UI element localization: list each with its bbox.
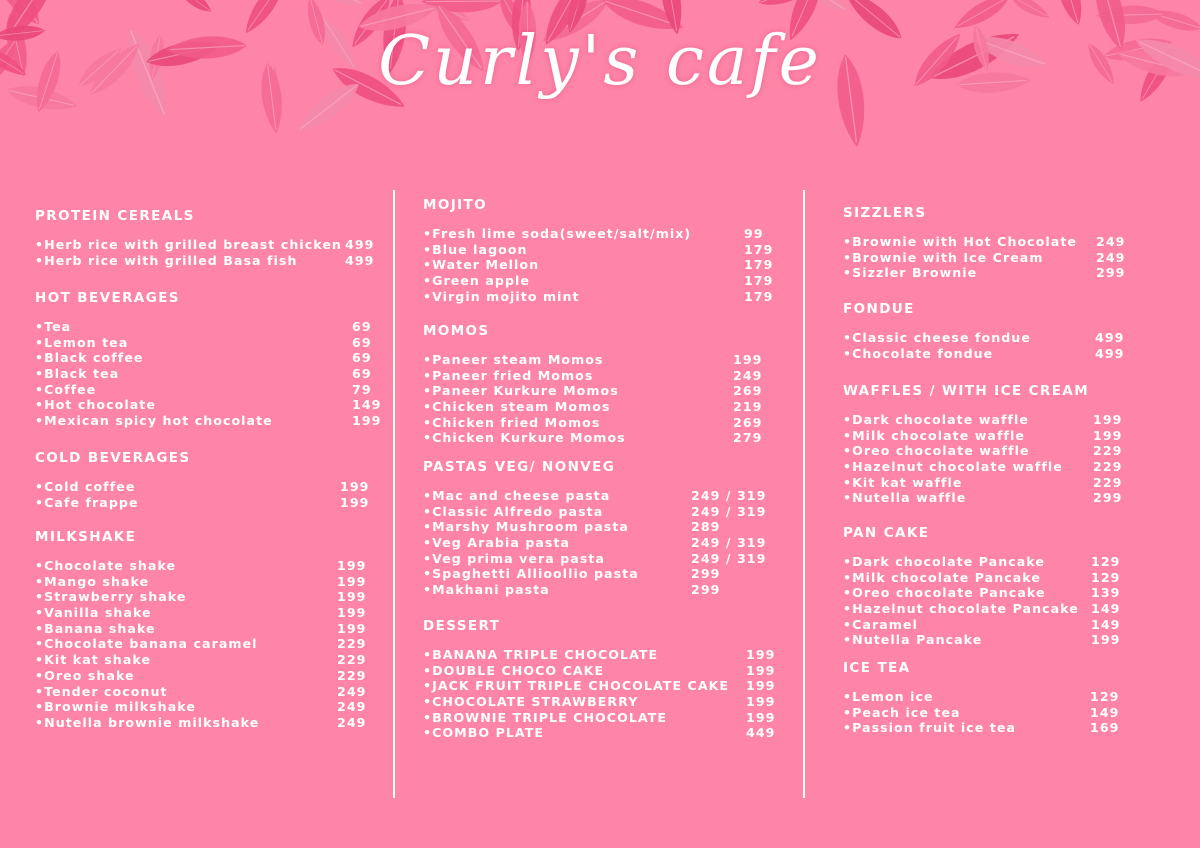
item-price: 199 [746, 709, 776, 725]
menu-item [423, 647, 776, 663]
menu-item [843, 249, 1126, 266]
item-price: 199 [746, 678, 776, 694]
item-price: 229 [1093, 459, 1123, 475]
menu-item [35, 413, 382, 429]
menu-item [843, 443, 1123, 459]
menu-item [423, 725, 776, 741]
item-name: •Caramel [843, 616, 918, 632]
section-title: FONDUE [843, 301, 915, 317]
item-price: 179 [744, 257, 774, 273]
menu-section [423, 196, 774, 304]
menu-item [843, 689, 1120, 705]
column-divider [393, 190, 395, 798]
item-name: •Brownie with Ice Cream [843, 249, 1044, 265]
menu-item [423, 414, 763, 431]
item-price: 289 [691, 519, 721, 535]
item-price: 249 [337, 714, 367, 730]
section-title: PASTAS VEG/ NONVEG [423, 459, 616, 475]
menu-item [423, 488, 767, 504]
menu-item [843, 265, 1126, 281]
item-name: •Mexican spicy hot chocolate [35, 413, 273, 429]
section-title: ICE TEA [843, 660, 911, 676]
menu-item [423, 694, 776, 710]
item-name: •Herb rice with grilled Basa fish [35, 252, 298, 268]
menu-item [843, 601, 1121, 617]
item-price: 219 [733, 399, 763, 415]
item-price: 249 / 319 [691, 503, 767, 519]
item-name: •Cafe frappe [35, 494, 139, 510]
item-price: 299 [1093, 490, 1123, 506]
item-name: •DOUBLE CHOCO CAKE [423, 662, 605, 678]
item-name: •Strawberry shake [35, 589, 187, 605]
menu-item [35, 252, 375, 269]
menu-item [35, 620, 367, 637]
menu-item [35, 479, 370, 495]
menu-item [423, 257, 774, 273]
menu-item [423, 367, 763, 384]
leaf [1007, 0, 1053, 23]
section-title: WAFFLES / WITH ICE CREAM [843, 383, 1090, 399]
item-name: •Chicken fried Momos [423, 414, 601, 430]
item-name: •Chocolate banana caramel [35, 636, 258, 652]
item-name: •Dark chocolate waffle [843, 412, 1029, 427]
item-price: 199 [340, 479, 370, 494]
menu-item [35, 397, 382, 413]
menu-item [35, 494, 370, 511]
item-name: •Virgin mojito mint [423, 288, 580, 304]
item-price: 249 / 319 [691, 535, 767, 551]
item-price: 79 [352, 381, 372, 397]
item-price: 249 [337, 699, 367, 715]
item-name: •Spaghetti Allioollio pasta [423, 566, 639, 582]
section-title: PROTEIN CEREALS [35, 208, 195, 224]
item-name: •Kit kat waffle [843, 474, 963, 490]
menu-item [843, 459, 1123, 475]
item-price: 149 [1091, 616, 1121, 632]
item-name: •Milk chocolate Pancake [843, 569, 1041, 585]
item-price: 199 [340, 494, 370, 510]
item-name: •Banana shake [35, 620, 156, 636]
menu-section [423, 322, 763, 446]
item-name: •CHOCOLATE STRAWBERRY [423, 694, 639, 710]
item-price: 199 [746, 647, 776, 662]
item-price: 229 [337, 652, 367, 668]
item-price: 499 [1095, 345, 1125, 361]
item-price: 249 [733, 367, 763, 383]
menu-item [423, 709, 776, 726]
menu-item [35, 605, 367, 621]
menu-item [35, 699, 367, 715]
item-name: •Lemon tea [35, 334, 129, 350]
menu-item [423, 399, 763, 415]
menu-item [423, 241, 774, 258]
item-name: •Vanilla shake [35, 605, 152, 621]
item-name: •Veg Arabia pasta [423, 535, 571, 551]
menu-item [843, 490, 1123, 506]
menu-item [423, 582, 721, 598]
item-name: •Coffee [35, 381, 97, 397]
menu-item [35, 350, 372, 366]
leaf [171, 0, 214, 16]
column-divider [803, 190, 805, 798]
item-name: •Dark chocolate Pancake [843, 554, 1045, 569]
item-price: 229 [337, 667, 367, 683]
item-name: •Black coffee [35, 350, 144, 366]
item-price: 299 [691, 566, 721, 582]
item-name: •Hazelnut chocolate waffle [843, 459, 1063, 475]
item-price: 299 [1096, 265, 1126, 281]
menu-item [35, 366, 372, 382]
item-name: •BROWNIE TRIPLE CHOCOLATE [423, 709, 668, 725]
item-name: •Oreo shake [35, 667, 135, 683]
item-price: 449 [746, 725, 776, 741]
menu-item [843, 427, 1123, 444]
item-name: •COMBO PLATE [423, 725, 545, 741]
item-name: •Paneer Kurkure Momos [423, 383, 619, 399]
menu-item [423, 226, 764, 242]
item-price: 149 [1091, 601, 1121, 617]
menu-item [35, 381, 372, 398]
section-title: DESSERT [423, 618, 501, 634]
item-name: •Nutella waffle [843, 490, 967, 506]
item-price: 229 [1093, 443, 1123, 459]
menu-item [423, 550, 767, 567]
item-price: 249 [1096, 234, 1126, 249]
menu-section [423, 617, 776, 741]
menu-item [843, 234, 1126, 250]
item-price: 199 [337, 620, 367, 636]
item-name: •Paneer steam Momos [423, 352, 604, 367]
item-price: 179 [744, 241, 774, 257]
menu-item [843, 585, 1121, 601]
item-name: •Classic cheese fondue [843, 330, 1031, 345]
item-price: 199 [746, 694, 776, 710]
item-name: •Chocolate shake [35, 558, 177, 573]
item-price: 199 [337, 589, 367, 605]
menu-item [843, 330, 1125, 346]
item-price: 179 [744, 288, 774, 304]
item-name: •Lemon ice [843, 689, 934, 704]
item-name: •Cold coffee [35, 479, 136, 494]
item-price: 69 [352, 366, 372, 382]
menu-item [35, 683, 367, 700]
item-price: 229 [337, 636, 367, 652]
item-name: •Milk chocolate waffle [843, 427, 1025, 443]
menu-item [423, 273, 774, 289]
item-name: •Oreo chocolate waffle [843, 443, 1030, 459]
section-title: SIZZLERS [843, 205, 927, 221]
menu-item [35, 573, 367, 590]
item-price: 99 [744, 226, 764, 241]
menu-item [423, 566, 721, 582]
item-price: 199 [337, 558, 367, 573]
item-price: 149 [352, 397, 382, 413]
item-price: 179 [744, 273, 774, 289]
item-name: •Kit kat shake [35, 652, 152, 668]
item-price: 69 [352, 334, 372, 350]
menu-section [843, 524, 1121, 648]
item-name: •Water Mellon [423, 257, 540, 273]
item-name: •Hot chocolate [35, 397, 156, 413]
item-price: 129 [1091, 554, 1121, 569]
item-name: •Fresh lime soda(sweet/salt/mix) [423, 226, 692, 241]
menu-section [423, 458, 767, 598]
item-price: 269 [733, 383, 763, 399]
item-name: •Black tea [35, 366, 120, 382]
item-price: 199 [733, 352, 763, 367]
item-name: •Paneer fried Momos [423, 367, 594, 383]
menu-item [35, 334, 372, 351]
item-name: •Passion fruit ice tea [843, 720, 1016, 736]
item-name: •Nutella Pancake [843, 632, 983, 648]
item-price: 199 [1091, 632, 1121, 648]
menu-section [35, 207, 375, 268]
menu-item [843, 345, 1125, 362]
section-title: MOJITO [423, 197, 488, 213]
item-name: •Oreo chocolate Pancake [843, 585, 1046, 601]
menu-section [35, 449, 370, 510]
menu-item [843, 474, 1123, 491]
menu-item [35, 714, 367, 731]
item-name: •Brownie with Hot Chocolate [843, 234, 1077, 249]
item-price: 299 [691, 582, 721, 598]
menu-item [35, 558, 367, 574]
menu-item [843, 720, 1120, 736]
menu-item [423, 503, 767, 520]
item-price: 139 [1091, 585, 1121, 601]
item-name: •Tender coconut [35, 683, 168, 699]
menu-section [843, 300, 1125, 361]
menu-item [35, 667, 367, 684]
item-price: 69 [352, 350, 372, 366]
section-title: MOMOS [423, 323, 490, 339]
menu-item [843, 632, 1121, 648]
menu-item [423, 519, 721, 535]
item-price: 499 [345, 237, 375, 252]
menu-item [843, 554, 1121, 570]
item-price: 199 [1093, 427, 1123, 443]
item-price: 499 [1095, 330, 1125, 345]
item-name: •BANANA TRIPLE CHOCOLATE [423, 647, 659, 662]
item-name: •Veg prima vera pasta [423, 550, 606, 566]
menu-item [35, 589, 367, 605]
menu-item [843, 569, 1121, 586]
item-name: •Chocolate fondue [843, 345, 994, 361]
item-price: 249 [337, 683, 367, 699]
menu-item [423, 288, 774, 305]
item-price: 249 [1096, 249, 1126, 265]
item-name: •Green apple [423, 273, 531, 289]
item-name: •Classic Alfredo pasta [423, 503, 604, 519]
menu-item [423, 430, 763, 446]
item-price: 129 [1091, 569, 1121, 585]
cafe-title: Curly's cafe [378, 22, 822, 101]
menu-item [843, 704, 1120, 721]
item-price: 129 [1090, 689, 1120, 704]
item-name: •Peach ice tea [843, 704, 961, 720]
item-name: •Hazelnut chocolate Pancake [843, 601, 1079, 617]
menu-item [423, 662, 776, 679]
menu-section [843, 659, 1120, 736]
item-price: 199 [352, 413, 382, 429]
item-price: 249 / 319 [691, 550, 767, 566]
item-name: •Sizzler Brownie [843, 265, 978, 281]
item-name: •Mango shake [35, 573, 150, 589]
item-price: 269 [733, 414, 763, 430]
menu-item [423, 383, 763, 399]
menu-item [843, 412, 1123, 428]
menu-item [35, 652, 367, 668]
menu-section [843, 204, 1126, 281]
item-price: 199 [1093, 412, 1123, 427]
menu-section [843, 382, 1123, 506]
item-price: 149 [1090, 704, 1120, 720]
item-name: •JACK FRUIT TRIPLE CHOCOLATE CAKE [423, 678, 730, 694]
item-price: 279 [733, 430, 763, 446]
item-name: •Tea [35, 319, 72, 334]
item-name: •Brownie milkshake [35, 699, 196, 715]
item-price: 169 [1090, 720, 1120, 736]
item-price: 199 [746, 662, 776, 678]
menu-item [423, 352, 763, 368]
item-price: 499 [345, 252, 375, 268]
menu-section [35, 289, 382, 429]
item-price: 69 [352, 319, 372, 334]
item-name: •Chicken steam Momos [423, 399, 611, 415]
menu-item [35, 319, 372, 335]
menu-item [843, 616, 1121, 633]
item-price: 199 [337, 573, 367, 589]
section-title: PAN CAKE [843, 525, 930, 541]
menu-section [35, 528, 367, 731]
menu-item [423, 678, 776, 694]
item-name: •Blue lagoon [423, 241, 528, 257]
item-price: 199 [337, 605, 367, 621]
item-price: 229 [1093, 474, 1123, 490]
item-name: •Nutella brownie milkshake [35, 714, 260, 730]
item-price: 249 / 319 [691, 488, 767, 503]
item-name: •Makhani pasta [423, 582, 550, 598]
item-name: •Herb rice with grilled breast chicken [35, 237, 342, 252]
leaf [292, 0, 367, 13]
item-name: •Marshy Mushroom pasta [423, 519, 629, 535]
section-title: MILKSHAKE [35, 529, 137, 545]
menu-item [35, 636, 367, 652]
menu-item [35, 237, 375, 253]
item-name: •Mac and cheese pasta [423, 488, 611, 503]
menu-item [423, 535, 767, 551]
section-title: HOT BEVERAGES [35, 290, 180, 306]
item-name: •Chicken Kurkure Momos [423, 430, 626, 446]
section-title: COLD BEVERAGES [35, 450, 191, 466]
